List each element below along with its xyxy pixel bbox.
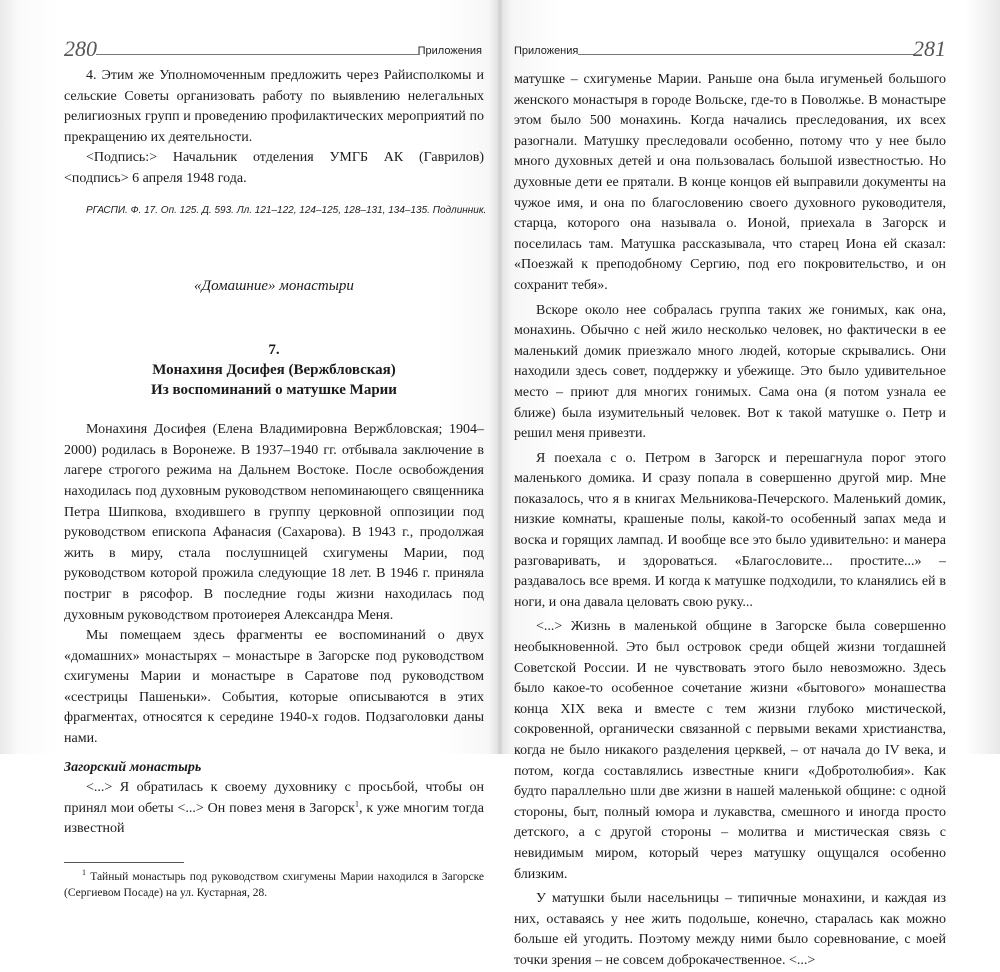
paragraph-nuns: У матушки были насельницы – типичные монахини, и каждая из них, оставаясь у нее жить подольше, конечно, старалась как можно больше ей угодить. Поэтому между ними было соревнование, с моей точки зрения – не совсем доброкачественное. <...>	[514, 891, 946, 968]
paragraph-community: Вскоре около нее собралась группа таких же гонимых, как она, монахинь. Обычно с ней жило несколько человек, но фактически в ее маленький домик приезжало много людей, которые скрывались. Они находили здесь совет, поддержку и убежище. Это было удивительное место – приют для многих гонимых. Сама она (я потом узнала ее ближе) была изумительный человек. Вот к такой матушке о. Петр и решил меня привезти.	[514, 302, 946, 442]
page-number: 280	[64, 36, 97, 61]
right-page-header	[514, 36, 946, 62]
introduction-paragraph: Мы помещаем здесь фрагменты ее воспоминаний о двух «домашних» монастырях – монастыре в Загорске под руководством схигумены Марии и монастыре в Саратове под руководством «сестрицы Пашеньки». События, которые описываются в этих фрагментах, относятся к середине 1940-х годов. Подзаголовки даны нами.	[64, 628, 484, 747]
footnote-reference[interactable]: 1	[354, 799, 359, 809]
signature-line: <Подпись:> Начальник отделения УМГБ АК (Гаврилов) <подпись> 6 апреля 1948 года.	[64, 150, 484, 186]
header-rule	[96, 54, 420, 55]
left-page	[0, 0, 500, 900]
paragraph-community-life: <...> Жизнь в маленькой общине в Загорске была совершенно необыкновенной. Это был островок среди общей жизни тогдашней Советской России. И не чувствовать этого было невозможно. Здесь было какое-то особенное сочетание жизни «бытового» монашества конца XIX века и вместе с тем жизни глубоко мистической, сокровенной, органически связанной с первыми веками христианства, когда не было никакого разделения церквей, – от начала до IV века, и потом, когда составлялись известные книги «Добротолюбия». Как будто параллельно шли две жизни в нашей маленькой общине: с одной стороны, быт, полный юмора и лукавства, смешного и иногда просто детского, а с другой стороны – молитва и мистическая связь с невидимым миром, который через матушку ощущался особенно близким.	[514, 619, 946, 882]
opening-text-end: , к уже многим тогда известной	[64, 800, 484, 837]
paragraph-arrival: Я поехала с о. Петром в Загорск и перешагнула порог этого маленького домика. И сразу попала в совершенно другой мир. Мне показалось, что я в книгах Мельникова-Печерского. Маленький домик, низкие комнаты, крашеные полы, какой-то особенный запах меда и воска и горящих лампад. И вообще все это было удивительно: и манера разговаривать, и здороваться. «Благословите... простите...» – раздавалось все время. И когда к матушке подходили, то кланялись ей в ноги, и она давала целовать свою руку...	[514, 450, 946, 610]
document-number: 7.	[268, 342, 280, 359]
footnote-mark: 1	[82, 868, 86, 878]
left-page-header	[64, 36, 482, 62]
paragraph-4: 4. Этим же Уполномоченным предложить через Райисполкомы и сельские Советы организовать работу по выявлению нелегальных религиозных групп и проведению профилактических мероприятий по прекращению их деятельности.	[64, 68, 484, 145]
right-page	[500, 0, 1000, 968]
paragraph-continued: матушке – схигуменье Марии. Раньше она была игуменьей большого женского монастыря в городе Вольске, где-то в Поволжье. В монастыре этом было 500 монахинь. Когда начались преследования, их всех разогнали. Матушку преследовали особенно, потому что у нее было много духовных детей и она пользовалась большой известностью. Но духовные дети ее прятали. В конце концов ей выправили документы на чужое имя, и она по благословению своего духовного руководителя, старца, которого она называла о. Ионой, приехала в Загорск и поселилась там. Матушка рассказывала, что старец Иона ей сказал: «Поезжай к преподобному Сергию, под его покровительство, и он сохранит тебя».	[514, 72, 946, 293]
opening-paragraph	[64, 778, 484, 840]
footnote	[64, 869, 484, 901]
document-title: Монахиня Досифея (Вержбловская)	[152, 362, 396, 379]
footnote-text: Тайный монастырь под руководством схигумены Марии находился в Загорске (Сергиевом Посаде) на ул. Кустарная, 28.	[64, 871, 485, 900]
header-rule	[578, 54, 914, 55]
running-head: Приложения	[417, 45, 482, 57]
running-head: Приложения	[514, 45, 579, 57]
subheading: Загорский монастырь	[64, 759, 202, 775]
document-subtitle: Из воспоминаний о матушке Марии	[151, 382, 397, 399]
biography-paragraph: Монахиня Досифея (Елена Владимировна Вержбловская; 1904–2000) родилась в Воронеже. В 1937–1940 гг. отбывала заключение в лагере строгого режима на Дальнем Востоке. После освобождения находилась под духовным руководством непоминающего священника Петра Шипкова, входившего в группу церковной оппозиции под руководством епископа Афанасия (Сахарова). В 1943 г., продолжая жить в миру, стала послушницей схигумены Марии, под руководством которой прожила следующие 18 лет. В 1946 г. приняла постриг в рясофор. В последние годы жизни находилась под духовным руководством протоиерея Александра Меня.	[64, 422, 484, 623]
left-page-body	[64, 66, 487, 901]
footnote-rule	[64, 862, 184, 863]
page-number: 281	[913, 36, 946, 61]
archival-source-note: РГАСПИ. Ф. 17. Оп. 125. Д. 593. Лл. 121–122, 124–125, 128–131, 134–135. Подлинник.	[86, 204, 487, 216]
right-page-body	[514, 70, 946, 972]
section-title: «Домашние» монастыри	[194, 277, 354, 294]
opening-text: <...> Я обратилась к своему духовнику с просьбой, чтобы он принял мои обеты <...> Он повез меня в Загорск	[64, 780, 484, 816]
